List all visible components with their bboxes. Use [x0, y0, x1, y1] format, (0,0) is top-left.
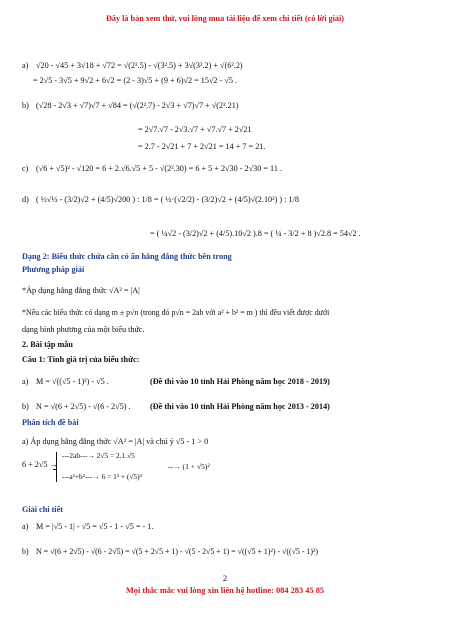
eq-c-line1 [22, 164, 282, 174]
question-b-label: b) [22, 402, 29, 411]
eq-a-line1 [22, 61, 243, 71]
hotline-footer: Mọi thắc mắc vui lòng xin liên hệ hotline: 084 283 45 85 [125, 586, 325, 595]
page-number: 2 [222, 573, 228, 583]
analysis-a: a) Áp dụng hằng đẳng thức √A² = |A| và chú ý √5 - 1 > 0 [22, 437, 209, 446]
label-d: d) [22, 195, 29, 204]
eq-c-text1: (√6 + √5)² - √120 = 6 + 2.√6.√5 + 5 - √(2².30) = 6 + 5 + 2√30 - 2√30 = 11 . [36, 164, 283, 173]
eq-a-line2: = 2√5 - 3√5 + 9√2 + 6√2 = (2 - 3)√5 + (9 + 6)√2 = 15√2 - √5 . [33, 76, 238, 85]
solution-a-text: M = |√5 - 1| - √5 = √5 - 1 - √5 = - 1. [36, 522, 154, 531]
question-a [22, 377, 109, 387]
preview-notice: Đây là bản xem thử, vui lòng mua tài liệu để xem chi tiết (có lời giải) [105, 14, 344, 23]
method-line-3: dạng bình phương của một biểu thức. [22, 325, 145, 334]
eq-b-line3: = 2.7 - 2√21 + 7 + 2√21 = 14 + 7 = 21. [138, 142, 266, 151]
analysis-b-top: ---2ab---→ 2√5 = 2.1.√5 [62, 451, 135, 460]
analysis-b-left: 6 + 2√5 → [22, 460, 58, 469]
method-line-2: *Nếu các biểu thức có dạng m ± p√n (trong đó p√n = 2ab với a² + b² = m ) thì đều viết được dưới [22, 308, 330, 317]
analysis-title: Phân tích đề bài [22, 418, 79, 427]
eq-b-line2: = 2√7.√7 - 2√3.√7 + √7.√7 + 2√21 [138, 125, 252, 134]
solution-a-label: a) [22, 522, 29, 531]
question-1 [22, 355, 139, 365]
question-b-expr: N = √(6 + 2√5) - √(6 - 2√5) . [36, 402, 131, 411]
question-a-expr: M = √((√5 - 1)²) - √5 . [36, 377, 109, 386]
eq-d-line1 [22, 195, 299, 205]
eq-a-text1: √20 - √45 + 3√18 + √72 = √(2².5) - √(3².5) + 3√(3².2) + √(6².2) [36, 61, 243, 70]
solution-b-label: b) [22, 547, 29, 556]
method-line-1: *Áp dụng hằng đẳng thức √A² = |A| [22, 286, 140, 295]
eq-b-text1: (√28 - 2√3 + √7)√7 + √84 = (√(2².7) - 2√3 + √7)√7 + √(2².21) [36, 101, 239, 110]
eq-d-text1: ( ½√½ - (3/2)√2 + (4/5)√200 ) : 1/8 = ( ½·(√2/2) - (3/2)√2 + (4/5)√(2.10²) ) : 1/8 [36, 195, 299, 204]
eq-d-line2: = ( ¼√2 - (3/2)√2 + (4/5).10√2 ).8 = ( ¼ - 3/2 + 8 )√2.8 = 54√2 . [150, 229, 361, 238]
sample-exercises-title: 2. Bài tập mẫu [22, 340, 73, 349]
question-1-text: Câu 1: Tính giá trị của biểu thức: [22, 355, 140, 364]
analysis-b-bottom: ---a²+b²---→ 6 = 1² + (√5)² [62, 472, 142, 481]
solution-title: Giải chi tiết [22, 505, 63, 514]
label-c: c) [22, 164, 29, 173]
question-b [22, 402, 131, 412]
label-a: a) [22, 61, 29, 70]
label-b: b) [22, 101, 29, 110]
section-dang-2-title: Dạng 2: Biểu thức chứa căn có ẩn hằng đẳng thức bên trong [22, 252, 232, 261]
solution-b-text: N = √(6 + 2√5) - √(6 - 2√5) = √(5 + 2√5 + 1) - √(5 - 2√5 + 1) = √((√5 + 1)²) - √((√5 - 1)²) [36, 547, 319, 556]
question-a-source: (Đề thi vào 10 tỉnh Hải Phòng năm học 2018 - 2019) [150, 377, 330, 386]
solution-b [22, 547, 318, 557]
question-a-label: a) [22, 377, 29, 386]
question-b-source: (Đề thi vào 10 tỉnh Hải Phòng năm học 2013 - 2014) [150, 402, 330, 411]
analysis-b-result: --→ (1 + √5)² [168, 462, 210, 471]
eq-b-line1 [22, 101, 239, 111]
method-title: Phương pháp giải [22, 265, 85, 274]
solution-a [22, 522, 153, 532]
